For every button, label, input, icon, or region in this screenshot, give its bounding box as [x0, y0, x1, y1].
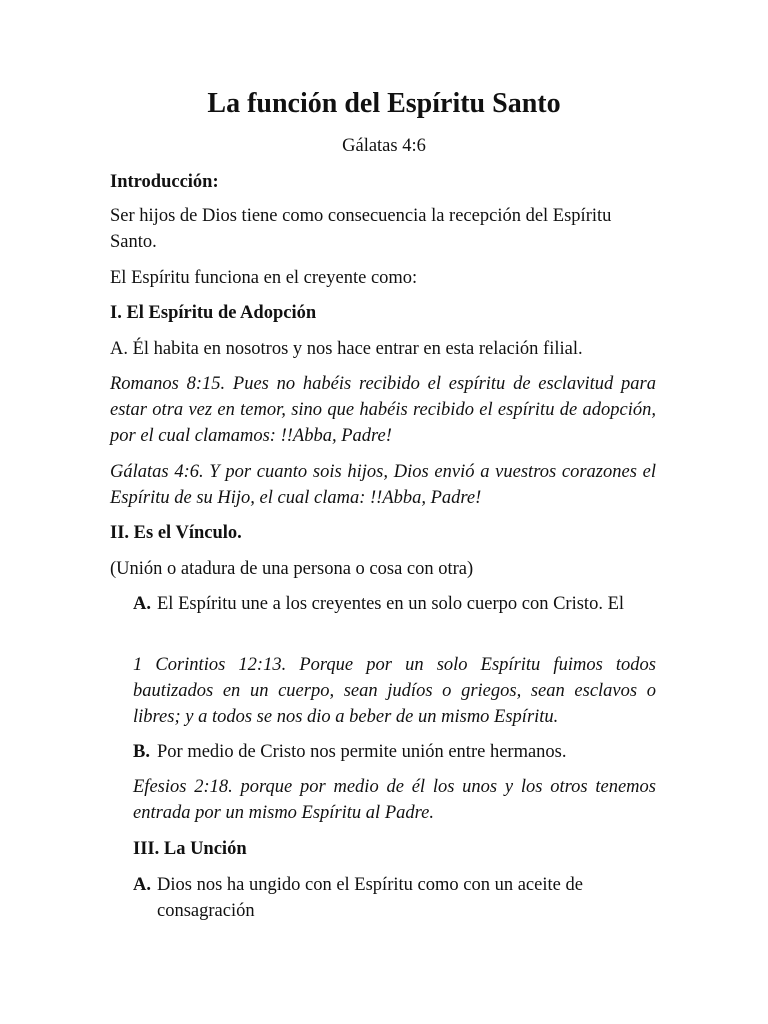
section-2-point-a-label: A.	[133, 594, 151, 614]
section-1-heading: I. El Espíritu de Adopción	[110, 303, 317, 323]
page-subtitle: Gálatas 4:6	[342, 136, 426, 156]
section-2-verse-2: Efesios 2:18. porque por medio de él los unos y los otros tenemos entrada por un mismo Espíritu al Padre.	[133, 777, 656, 823]
section-3-point-a-text: Dios nos ha ungido con el Espíritu como con un aceite de consagración	[157, 875, 583, 921]
section-2-verse-1: 1 Corintios 12:13. Porque por un solo Espíritu fuimos todos bautizados en un cuerpo, sean judíos o griegos, sean esclavos o libres; y a todos se nos dio a beber de un mismo Espíritu.	[133, 655, 656, 727]
section-2-point-a	[133, 591, 656, 617]
section-3-heading: III. La Unción	[133, 839, 247, 859]
page-title: La función del Espíritu Santo	[207, 88, 561, 119]
section-2-point-a-text: El Espíritu une a los creyentes en un solo cuerpo con Cristo. El	[157, 594, 625, 614]
section-1-verse-1: Romanos 8:15. Pues no habéis recibido el espíritu de esclavitud para estar otra vez en temor, sino que habéis recibido el espíritu de adopción, por el cual clamamos: !!Abba, Padre!	[110, 374, 656, 446]
section-3-point-a	[133, 872, 656, 924]
section-2-point-b-label: B.	[133, 742, 150, 762]
section-1-verse-2: Gálatas 4:6. Y por cuanto sois hijos, Dios envió a vuestros corazones el Espíritu de su Hijo, el cual clama: !!Abba, Padre!	[110, 462, 656, 508]
intro-heading: Introducción:	[110, 172, 219, 192]
section-1-point-a: A. Él habita en nosotros y nos hace entrar en esta relación filial.	[110, 339, 583, 359]
intro-paragraph: Ser hijos de Dios tiene como consecuencia la recepción del Espíritu Santo.	[110, 206, 612, 252]
section-3-point-a-label: A.	[133, 875, 151, 895]
section-2-point-b	[133, 739, 656, 765]
section-2-heading: II. Es el Vínculo.	[110, 523, 242, 543]
section-2-definition: (Unión o atadura de una persona o cosa con otra)	[110, 559, 474, 579]
section-2-point-b-text: Por medio de Cristo nos permite unión entre hermanos.	[157, 742, 567, 762]
intro-paragraph-2: El Espíritu funciona en el creyente como:	[110, 268, 418, 288]
